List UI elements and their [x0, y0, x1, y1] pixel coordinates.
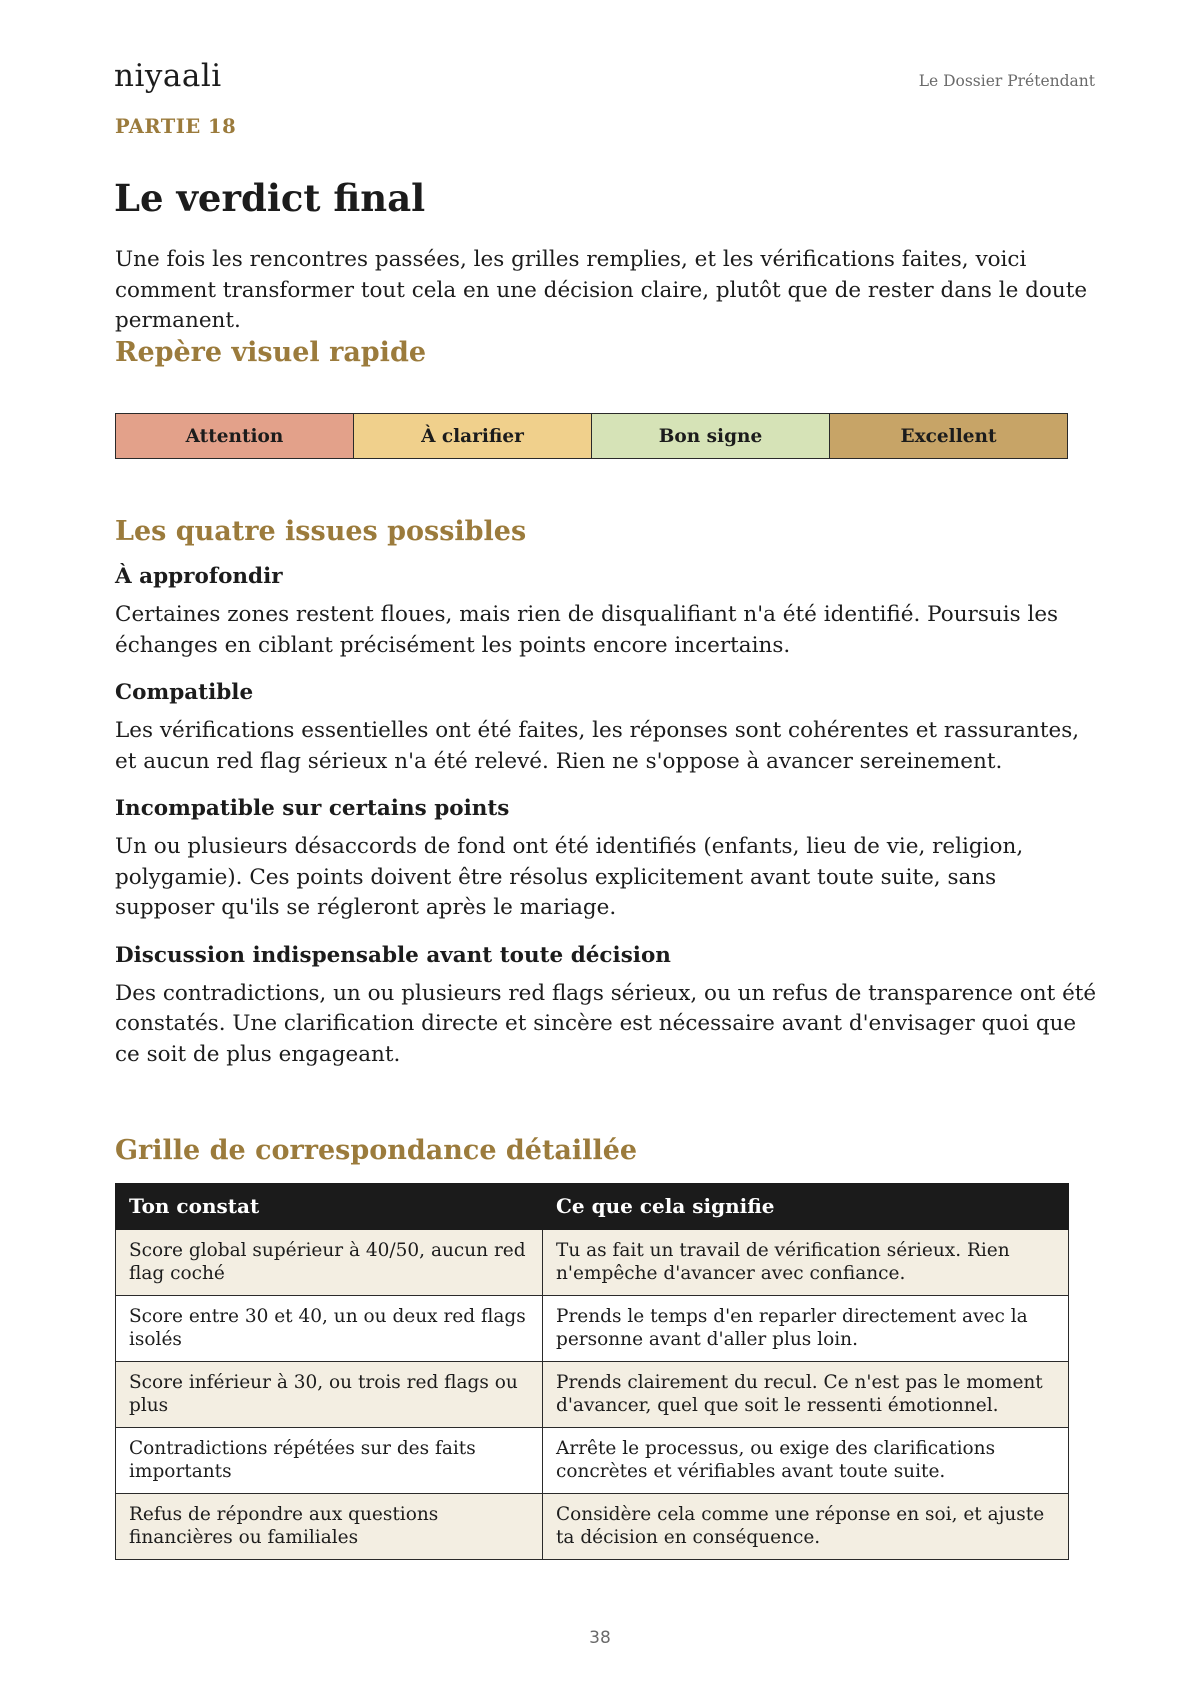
table-header-row [116, 1184, 1069, 1230]
outcomes-list [115, 562, 1100, 1087]
visual-guide-scale [115, 413, 1068, 459]
table-cell-finding: Refus de répondre aux questions financières ou familiales [116, 1494, 543, 1560]
outcome-text: Les vérifications essentielles ont été faites, les réponses sont cohérentes et rassurantes, et aucun red flag sérieux n'a été relevé. Rien ne s'oppose à avancer sereinement. [115, 718, 1080, 774]
outcome-title: Compatible [115, 680, 254, 705]
grid-heading: Grille de correspondance détaillée [115, 1135, 638, 1166]
outcome-title: Incompatible sur certains points [115, 796, 510, 821]
table-cell-meaning: Arrête le processus, ou exige des clarifications concrètes et vérifiables avant toute suite. [543, 1428, 1069, 1494]
scale-segment-attention [116, 414, 354, 458]
outcome-text: Un ou plusieurs désaccords de fond ont été identifiés (enfants, lieu de vie, religion, polygamie). Ces points doivent être résolus explicitement avant toute suite, sans supposer qu'ils se régleront après le mariage. [115, 834, 1024, 920]
table-cell-meaning: Considère cela comme une réponse en soi, et ajuste ta décision en conséquence. [543, 1494, 1069, 1560]
table-cell-meaning: Prends le temps d'en reparler directement avec la personne avant d'aller plus loin. [543, 1296, 1069, 1362]
column-header: Ton constat [116, 1184, 543, 1230]
table-cell-meaning: Prends clairement du recul. Ce n'est pas le moment d'avancer, quel que soit le ressenti émotionnel. [543, 1362, 1069, 1428]
scale-segment-excellent [830, 414, 1067, 458]
outcome-item [115, 678, 1100, 777]
scale-segment-clarify [354, 414, 592, 458]
scale-segment-label: Excellent [900, 425, 997, 447]
outcome-item [115, 562, 1100, 661]
outcome-item [115, 794, 1100, 924]
table-row [116, 1362, 1069, 1428]
outcomes-heading: Les quatre issues possibles [115, 516, 527, 547]
table-cell-finding: Score global supérieur à 40/50, aucun red flag coché [116, 1230, 543, 1296]
outcome-title: Discussion indispensable avant toute décision [115, 942, 671, 968]
outcome-title: À approfondir [115, 564, 283, 589]
brand-logo: niyaali [114, 58, 222, 94]
scale-segment-label: Bon signe [658, 425, 763, 447]
outcome-item [115, 941, 1100, 1071]
intro-paragraph: Une fois les rencontres passées, les grilles remplies, et les vérifications faites, voici comment transformer tout cela en une décision claire, plutôt que de rester dans le doute permanent. [115, 247, 1088, 333]
table-row [116, 1494, 1069, 1560]
table-cell-finding: Contradictions répétées sur des faits importants [116, 1428, 543, 1494]
table-cell-finding: Score inférieur à 30, ou trois red flags ou plus [116, 1362, 543, 1428]
page-title: Le verdict final [114, 176, 426, 220]
document-title: Le Dossier Prétendant [918, 72, 1095, 90]
visual-guide-heading: Repère visuel rapide [115, 337, 427, 368]
table-cell-meaning: Tu as fait un travail de vérification sérieux. Rien n'empêche d'avancer avec confiance. [543, 1230, 1069, 1296]
scale-segment-good-sign [592, 414, 830, 458]
scale-segment-label: Attention [185, 425, 284, 447]
table-row [116, 1296, 1069, 1362]
table-row [116, 1428, 1069, 1494]
correspondence-table [115, 1183, 1069, 1560]
outcome-text: Des contradictions, un ou plusieurs red flags sérieux, ou un refus de transparence ont été constatés. Une clarification directe et sincère est nécessaire avant d'envisager quoi que ce soit de plus engageant. [115, 980, 1097, 1067]
page-number: 38 [589, 1628, 611, 1648]
part-label: PARTIE 18 [115, 115, 237, 138]
column-header: Ce que cela signifie [543, 1184, 1069, 1230]
outcome-text: Certaines zones restent floues, mais rien de disqualifiant n'a été identifié. Poursuis les échanges en ciblant précisément les points encore incertains. [115, 602, 1059, 658]
table-cell-finding: Score entre 30 et 40, un ou deux red flags isolés [116, 1296, 543, 1362]
scale-segment-label: À clarifier [421, 425, 524, 447]
table-row [116, 1230, 1069, 1296]
